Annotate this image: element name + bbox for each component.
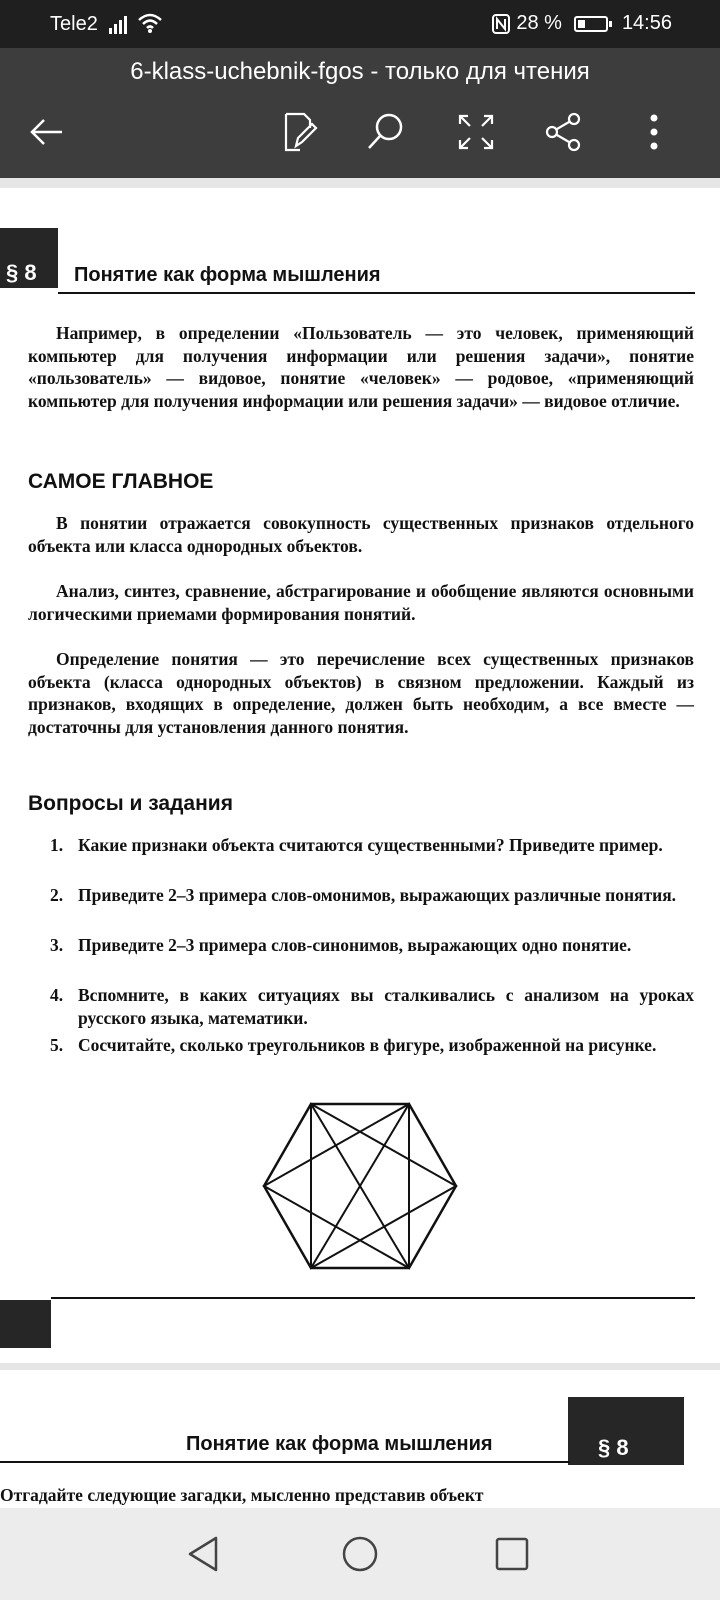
- battery-fill: [578, 20, 585, 28]
- search-icon[interactable]: [364, 110, 408, 154]
- signal-icon: [109, 14, 131, 34]
- question-number: 3.: [50, 935, 64, 955]
- question-item: [50, 834, 694, 857]
- status-right: [492, 12, 672, 35]
- section-label: § 8: [6, 260, 37, 285]
- question-text: Вспомните, в каких ситуациях вы сталкивались с анализом на уроках русского языка, математики.: [78, 985, 694, 1028]
- next-page-title: Понятие как форма мышления: [186, 1433, 493, 1455]
- section-tab: [0, 228, 58, 288]
- back-arrow-icon[interactable]: [24, 110, 68, 154]
- question-number: 1.: [50, 835, 64, 855]
- questions-heading: Вопросы и задания: [28, 792, 233, 815]
- question-text: Приведите 2–3 примера слов-синонимов, выражающих одно понятие.: [78, 935, 632, 955]
- example-paragraph: Например, в определении «Пользователь — это человек, применяющий компьютер для получения информации или решения задачи», понятие «пользователь» — видовое, понятие «человек» — родовое, «применяющий компьютер для получения информации или решения задачи» — видовое отличие.: [28, 323, 694, 411]
- question-number: 2.: [50, 885, 64, 905]
- system-nav-bar: [0, 1508, 720, 1600]
- footer-rule: [51, 1297, 695, 1299]
- battery-percent: 28 %: [516, 12, 562, 34]
- wifi-icon: [137, 12, 163, 34]
- page-footer-tab: [0, 1300, 51, 1348]
- hexagon-triangles-figure: [262, 1100, 458, 1272]
- edit-icon[interactable]: [276, 110, 320, 154]
- more-icon[interactable]: [632, 110, 676, 154]
- question-item: [50, 934, 694, 957]
- home-circle-icon[interactable]: [338, 1532, 382, 1576]
- carrier-name: Tele2: [50, 13, 98, 35]
- next-page-section-label: § 8: [598, 1435, 629, 1460]
- question-item: [50, 1034, 694, 1057]
- status-bar: [0, 0, 720, 48]
- clock: 14:56: [621, 12, 672, 34]
- fullscreen-icon[interactable]: [454, 110, 498, 154]
- nfc-icon: [492, 14, 510, 34]
- question-item: [50, 884, 694, 907]
- question-item: [50, 984, 694, 1030]
- next-page-header-rule: [0, 1461, 570, 1463]
- header-rule: [58, 292, 695, 294]
- summary-paragraph-2: Анализ, синтез, сравнение, абстрагирование и обобщение являются основными логическими приемами формирования понятий.: [28, 581, 694, 624]
- question-text: Сосчитайте, сколько треугольников в фигуре, изображенной на рисунке.: [78, 1035, 657, 1055]
- question-text: Приведите 2–3 примера слов-омонимов, выражающих различные понятия.: [78, 885, 677, 905]
- page-gap: [0, 1363, 720, 1370]
- section-title: Понятие как форма мышления: [74, 264, 381, 286]
- question-text: Какие признаки объекта считаются существенными? Приведите пример.: [78, 835, 663, 855]
- back-triangle-icon[interactable]: [182, 1532, 226, 1576]
- summary-paragraph-3: Определение понятия — это перечисление всех существенных признаков объекта (класса однородных объектов) в связном предложении. Каждый из признаков, входящих в определение, должен быть необходим, а все вместе — достаточны для установления данного понятия.: [28, 649, 694, 737]
- battery-icon: [574, 16, 608, 32]
- app-toolbar: [0, 48, 720, 178]
- next-page-section-tab: [568, 1397, 684, 1465]
- question-number: 4.: [50, 985, 64, 1005]
- share-icon[interactable]: [542, 110, 586, 154]
- page-gap-top: [0, 178, 720, 188]
- question-number: 5.: [50, 1035, 64, 1055]
- summary-heading: САМОЕ ГЛАВНОЕ: [28, 470, 214, 493]
- document-title: 6-klass-uchebnik-fgos - только для чтения: [130, 58, 590, 85]
- summary-paragraph-1: В понятии отражается совокупность существенных признаков отдельного объекта или класса однородных объектов.: [28, 513, 694, 556]
- recents-square-icon[interactable]: [490, 1532, 534, 1576]
- next-page-first-line: Отгадайте следующие загадки, мысленно представив объект: [0, 1485, 484, 1505]
